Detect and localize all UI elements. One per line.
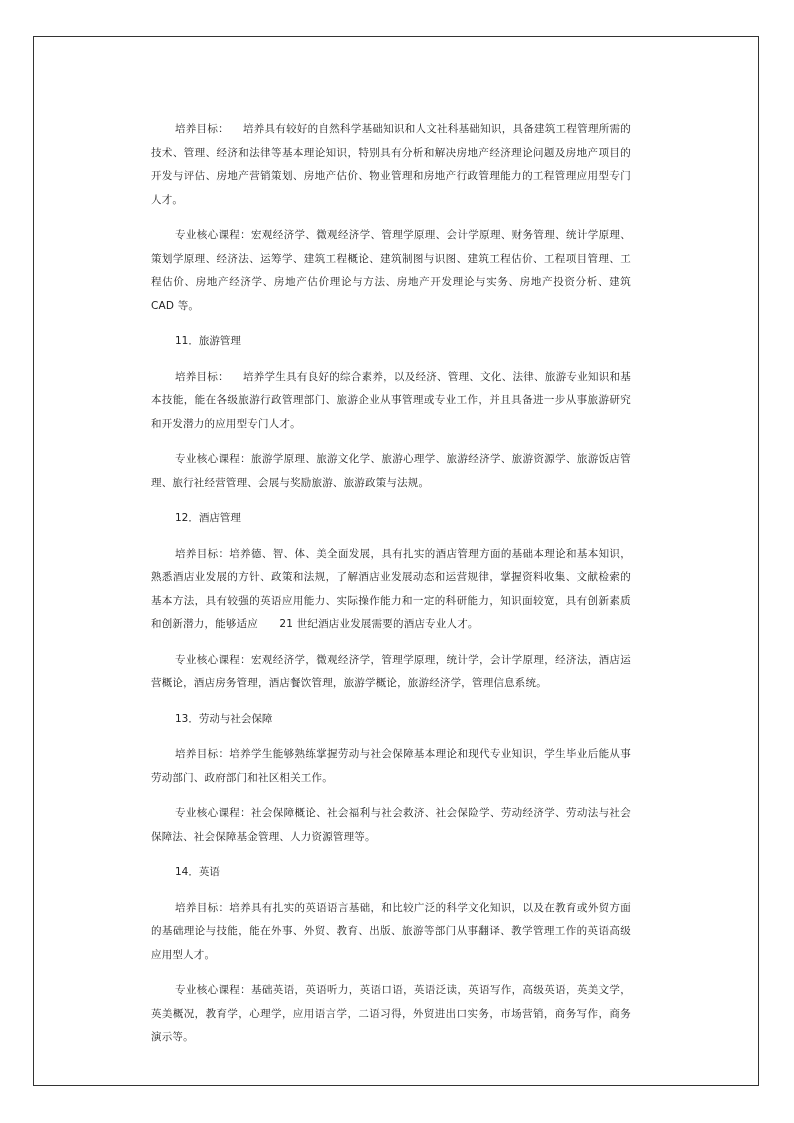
goal-label: 培养目标： (175, 370, 229, 383)
section-10-goal (151, 118, 631, 212)
section-10-core-courses: 专业核心课程：宏观经济学、微观经济学、管理学原理、会计学原理、财务管理、统计学原理、策划学原理、经济法、运筹学、建筑工程概论、建筑制图与识图、建筑工程估价、工程项目管理、工程估价、房地产经济学、房地产估价理论与方法、房地产开发理论与实务、房地产投资分析、建筑 CAD 等。 (151, 229, 642, 312)
section-12-core-courses: 专业核心课程：宏观经济学，微观经济学，管理学原理，统计学，会计学原理，经济法，酒店运营概论，酒店房务管理，酒店餐饮管理，旅游学概论，旅游经济学，管理信息系统。 (151, 653, 631, 689)
section-14-goal: 培养目标：培养具有扎实的英语语言基础，和比较广泛的科学文化知识，以及在教育或外贸方面的基础理论与技能，能在外事、外贸、教育、出版、旅游等部门从事翻译、教学管理工作的英语高级应用型人才。 (151, 901, 631, 961)
section-11-heading: 11．旅游管理 (175, 335, 241, 347)
section-13-core-courses: 专业核心课程：社会保障概论、社会福利与社会救济、社会保险学、劳动经济学、劳动法与社会保障法、社会保障基金管理、人力资源管理等。 (151, 807, 631, 843)
section-13-heading: 13．劳动与社会保障 (175, 712, 273, 725)
goal-text: 培养学生具有良好的综合素养，以及经济、管理、文化、法律、旅游专业知识和基本技能，能在各级旅游行政管理部门、旅游企业从事管理或专业工作，并且具备进一步从事旅游研究和开发潜力的应用型专门人才。 (151, 370, 631, 430)
section-13-goal: 培养目标：培养学生能够熟练掌握劳动与社会保障基本理论和现代专业知识，学生毕业后能从事劳动部门、政府部门和社区相关工作。 (151, 748, 631, 784)
goal-text: 培养具有较好的自然科学基础知识和人文社科基础知识，具备建筑工程管理所需的技术、管理、经济和法律等基本理论知识，特别具有分析和解决房地产经济理论问题及房地产项目的开发与评估、房地产营销策划、房地产估价、物业管理和房地产行政管理能力的工程管理应用型专门人才。 (151, 123, 631, 206)
section-11-core-courses: 专业核心课程：旅游学原理、旅游文化学、旅游心理学、旅游经济学、旅游资源学、旅游饭店管理、旅行社经营管理、会展与奖励旅游、旅游政策与法规。 (151, 453, 631, 489)
section-12-heading: 12．酒店管理 (175, 512, 241, 524)
section-14-heading: 14．英语 (175, 866, 220, 878)
document-body (151, 118, 642, 1062)
section-14-core-courses: 专业核心课程：基础英语，英语听力，英语口语，英语泛读，英语写作，高级英语，英美文学，英美概况，教育学，心理学，应用语言学，二语习得，外贸进出口实务，市场营销，商务写作，商务演示等。 (151, 984, 631, 1043)
section-11-goal (151, 366, 631, 437)
goal-label: 培养目标： (175, 123, 229, 135)
section-12-goal: 培养目标：培养德、智、体、美全面发展，具有扎实的酒店管理方面的基础本理论和基本知识，熟悉酒店业发展的方针、政策和法规，了解酒店业发展动态和运营规律，掌握资料收集、文献检索的基本方法，具有较强的英语应用能力、实际操作能力和一定的科研能力，知识面较宽，具有创新素质和创新潜力，能够适应 21 世纪酒店业发展需要的酒店专业人才。 (151, 547, 631, 630)
